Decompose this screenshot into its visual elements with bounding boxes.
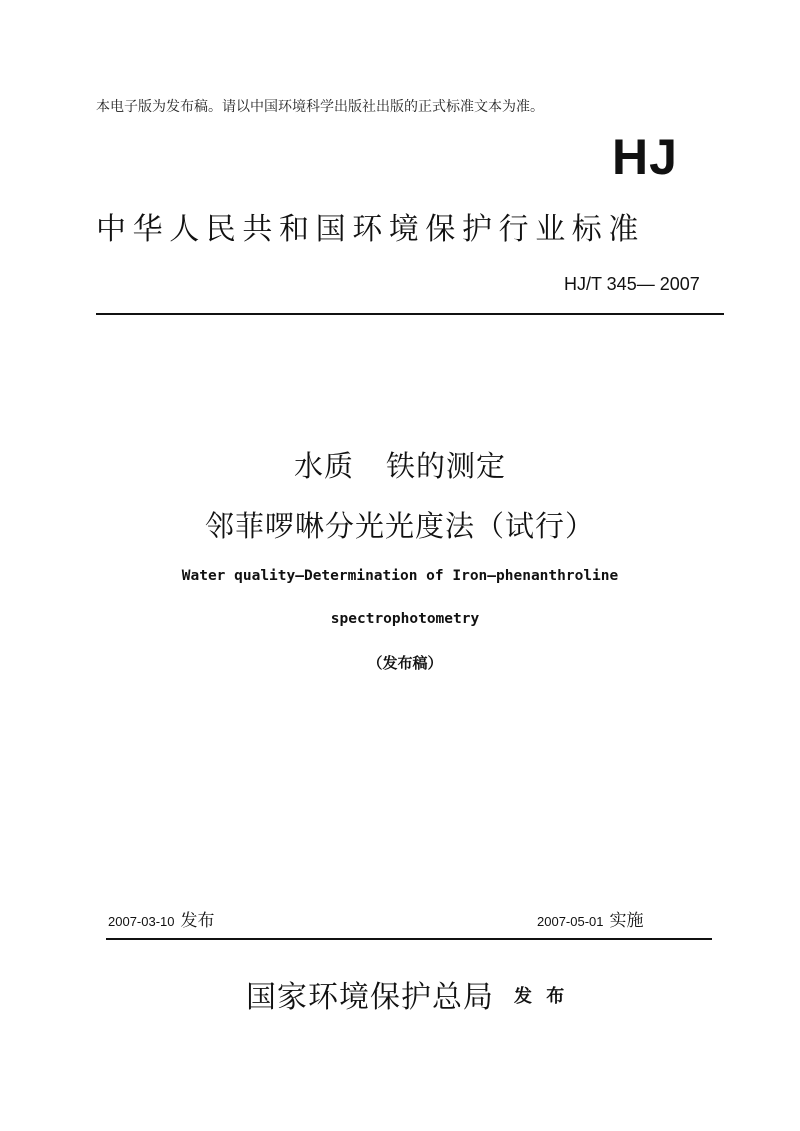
title-part-iron-determination: 铁的测定 bbox=[386, 449, 507, 483]
hj-logo: HJ bbox=[612, 129, 678, 185]
publish-date-block bbox=[108, 906, 215, 931]
title-line-2: 邻菲啰啉分光光度法（试行） bbox=[204, 509, 595, 543]
implement-date-block bbox=[537, 906, 644, 931]
implement-date: 2007-05-01 bbox=[537, 914, 604, 929]
implement-label: 实施 bbox=[609, 911, 644, 931]
issue-label: 发 布 bbox=[514, 986, 569, 1007]
industry-standard-heading: 中华人民共和国环境保护行业标准 bbox=[96, 212, 645, 247]
publish-date: 2007-03-10 bbox=[108, 914, 175, 929]
title-part-water-quality: 水质 bbox=[293, 449, 354, 483]
draft-note: （发布稿） bbox=[367, 654, 443, 672]
english-title-line-2: spectrophotometry bbox=[330, 611, 480, 627]
issuing-agency: 国家环境保护总局 bbox=[246, 980, 494, 1015]
electronic-version-notice: 本电子版为发布稿。请以中国环境科学出版社出版的正式标准文本为准。 bbox=[96, 99, 544, 115]
standard-code: HJ/T 345— 2007 bbox=[564, 274, 700, 294]
top-divider bbox=[96, 313, 724, 315]
publish-label: 发布 bbox=[180, 911, 215, 931]
bottom-divider bbox=[106, 938, 712, 940]
english-title-line-1: Water quality—Determination of Iron—phenanthroline bbox=[181, 568, 619, 584]
title-line-1 bbox=[0, 444, 800, 485]
